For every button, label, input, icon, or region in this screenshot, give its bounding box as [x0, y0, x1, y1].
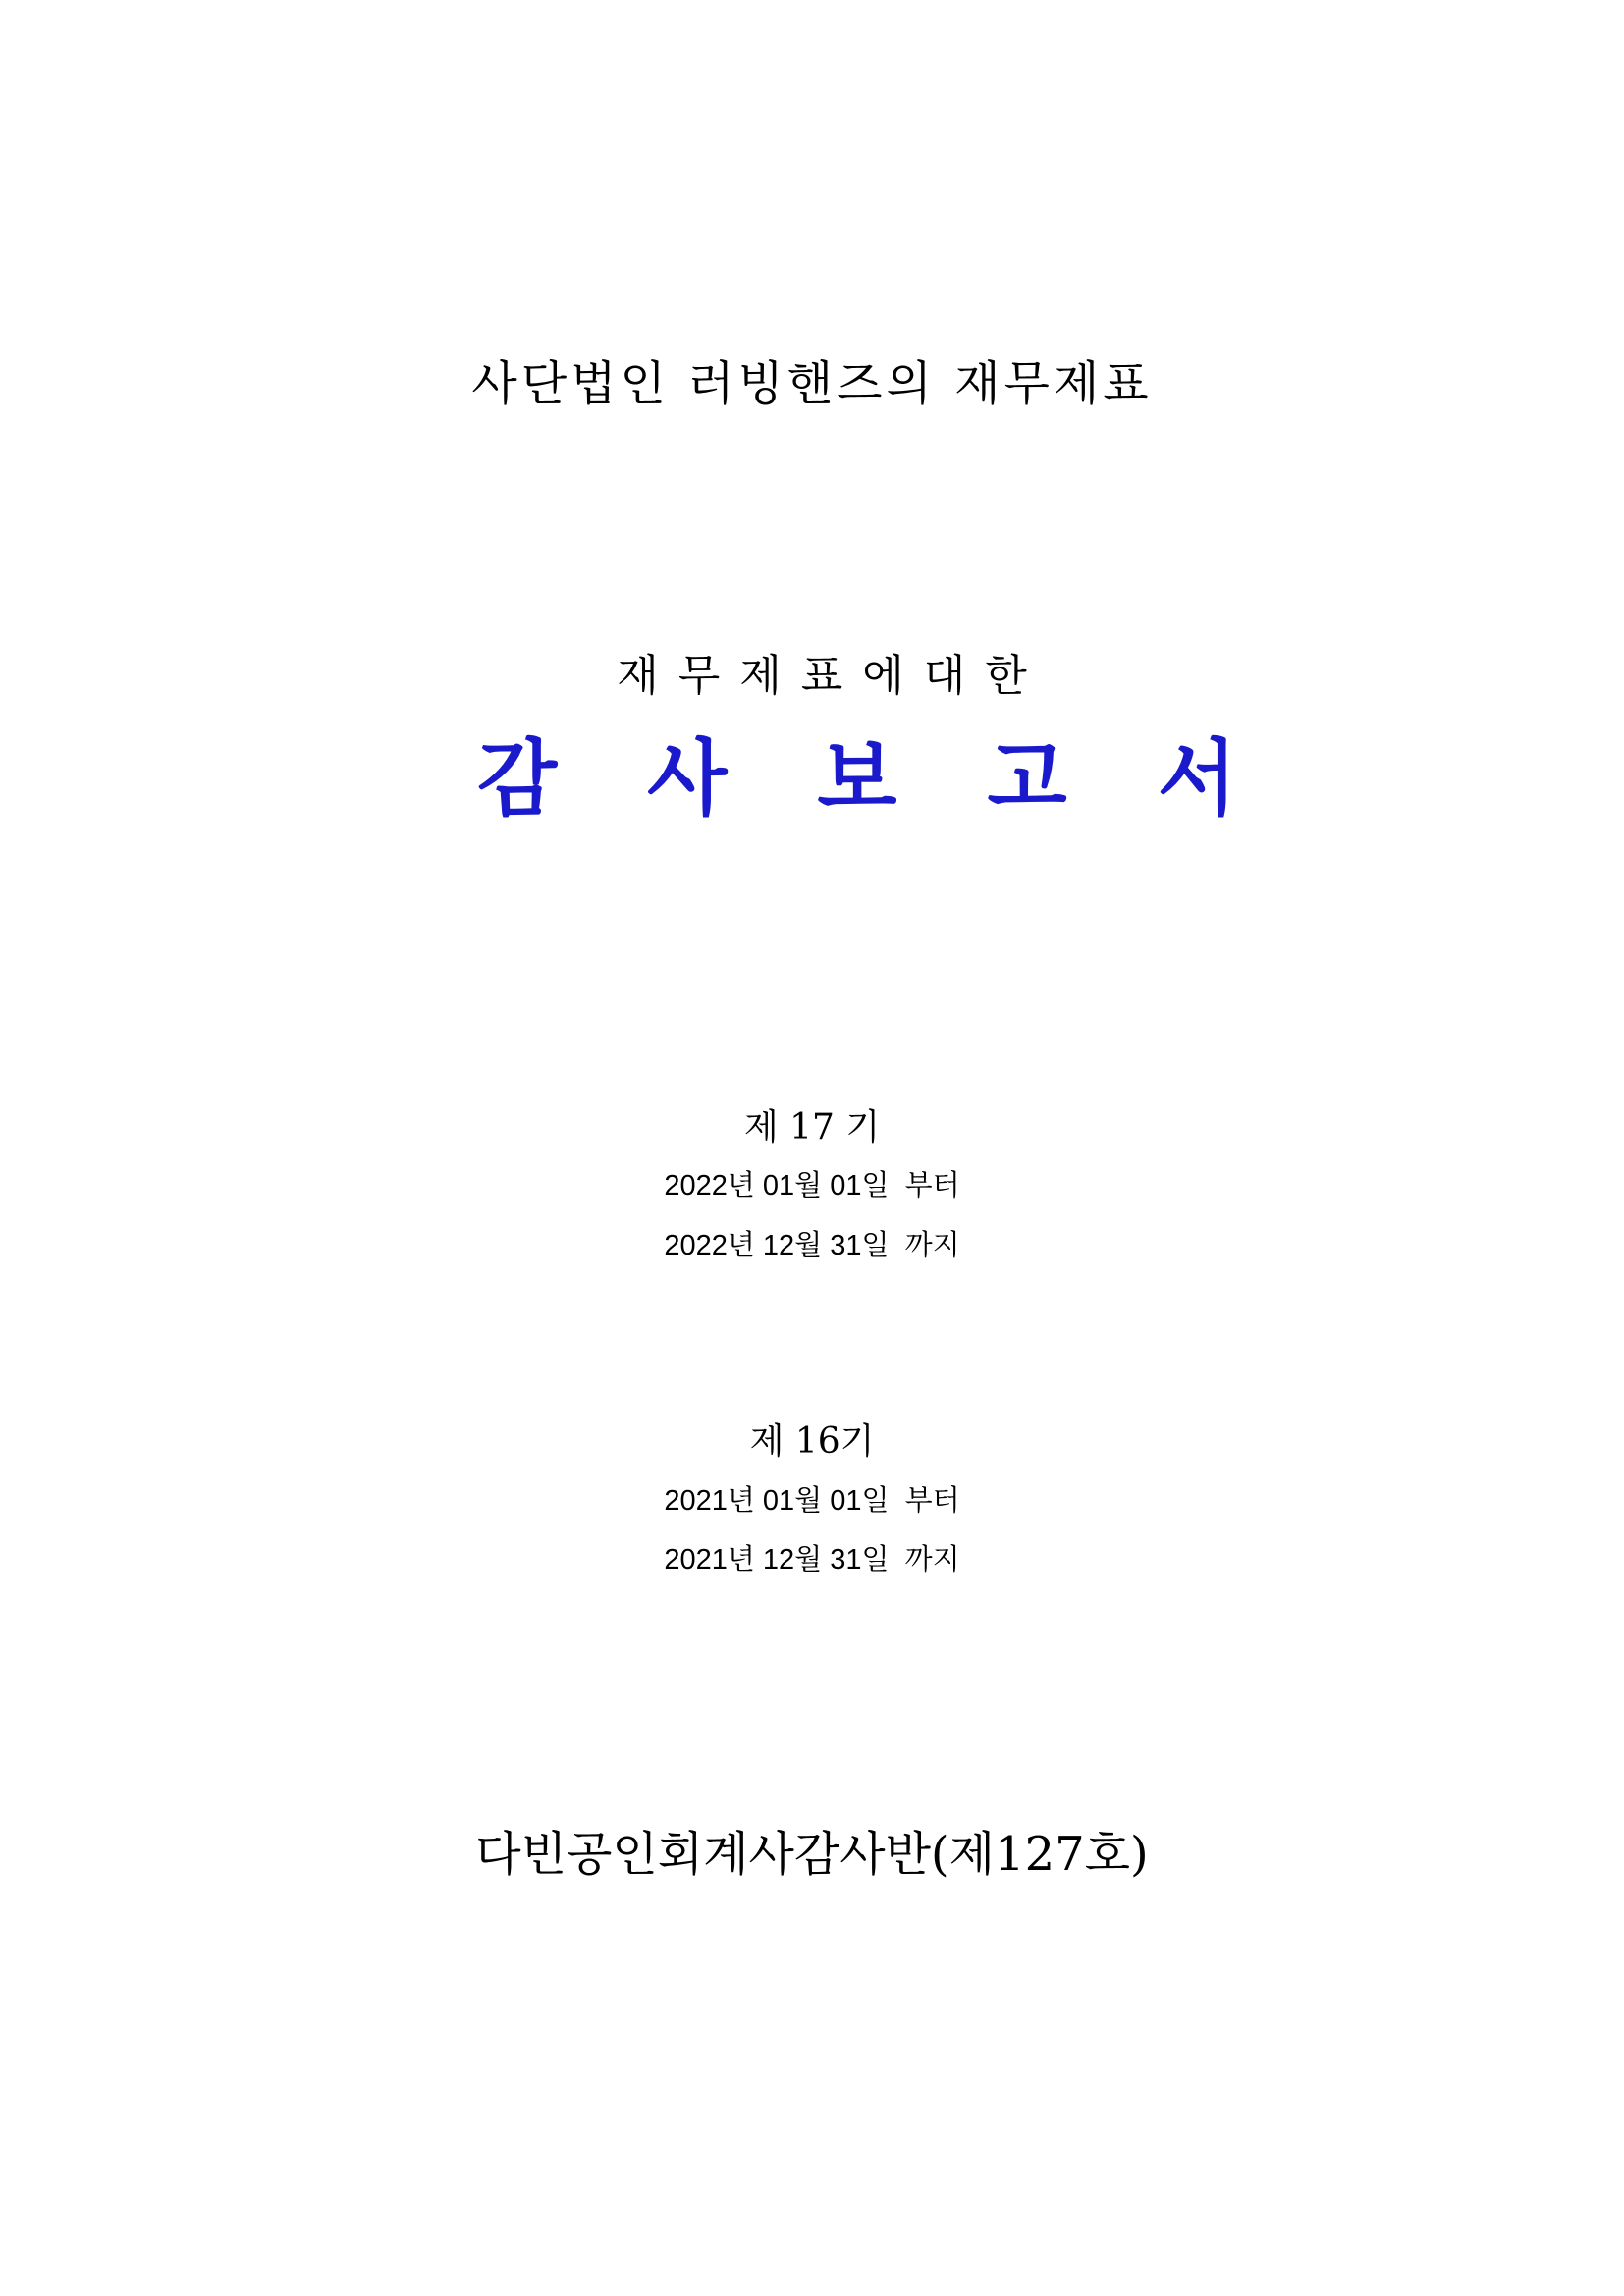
report-subtitle: 재무제표에대한 [617, 651, 1047, 701]
period-17-end-date: 2022년 12월 31일 까지 [664, 1230, 960, 1261]
period-16-end-date: 2021년 12월 31일 까지 [664, 1544, 960, 1575]
period-16-start-date: 2021년 01월 01일 부터 [664, 1485, 960, 1517]
auditor-name: 다빈공인회계사감사반(제127호) [475, 1827, 1149, 1882]
organization-title: 사단법인 러빙핸즈의 재무제표 [471, 356, 1153, 411]
period-17-label: 제 17 기 [743, 1107, 881, 1148]
report-main-title: 감사보고서 [477, 729, 1327, 827]
period-17-start-date: 2022년 01월 01일 부터 [664, 1170, 960, 1201]
period-16-label: 제 16기 [749, 1421, 875, 1462]
